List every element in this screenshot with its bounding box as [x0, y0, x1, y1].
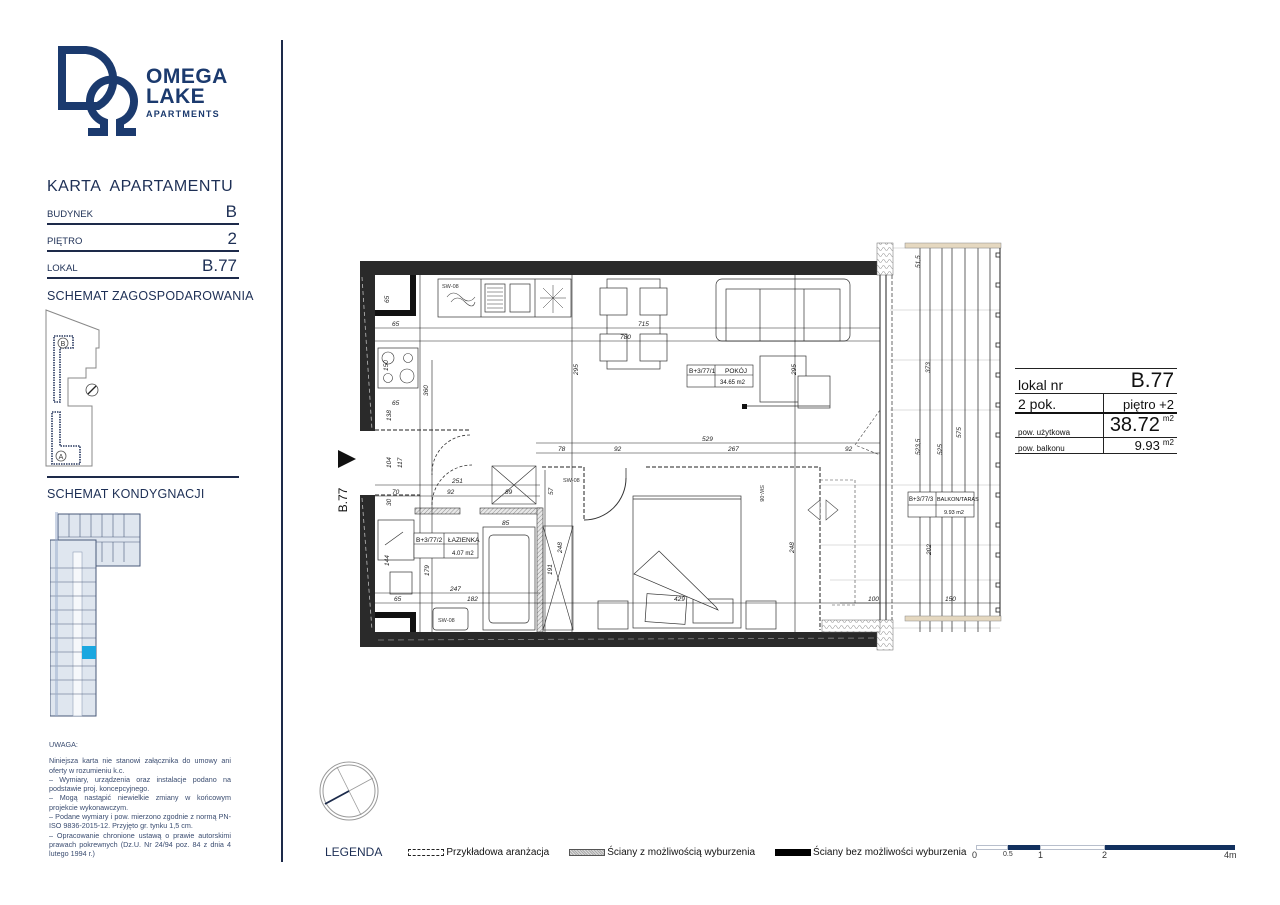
omega-logo-icon: [58, 46, 153, 136]
svg-text:85: 85: [502, 520, 510, 527]
svg-text:529: 529: [702, 436, 713, 443]
floor-label: PIĘTRO: [47, 236, 83, 247]
svg-text:525: 525: [937, 444, 944, 455]
note-line: Niniejsza karta nie stanowi załącznika do umowy ani oferty w rozumieniu k.c.: [49, 756, 231, 775]
svg-text:523,5: 523,5: [915, 438, 922, 455]
svg-text:117: 117: [397, 457, 404, 468]
svg-text:100: 100: [868, 596, 879, 603]
svg-text:SW-08: SW-08: [563, 478, 580, 484]
svg-text:251: 251: [452, 478, 463, 485]
svg-text:65: 65: [392, 400, 400, 407]
compass-icon: [318, 760, 380, 822]
svg-text:B+3/77/2: B+3/77/2: [416, 537, 443, 544]
floor-schema-diagram: [50, 512, 142, 718]
note-line: – Mogą nastąpić niewielkie zmiany w końcowym projekcie wykonawczym.: [49, 793, 231, 812]
scale-tick: 0: [972, 850, 978, 860]
scale-segment: [976, 845, 1008, 850]
room-label-balkon: [908, 492, 979, 517]
scale-tick: 2: [1102, 850, 1108, 860]
brand-line-omega: OMEGA: [146, 65, 228, 88]
svg-text:248: 248: [789, 542, 796, 553]
scale-tick: 0.5: [1003, 851, 1013, 858]
note-line: – Opracowanie chronione ustawą o prawie autorskimi prawach pokrewnych (Dz.U. Nr 24/94 poz. 84 z dnia 4 lutego 1994 r.): [49, 830, 231, 859]
summary-lokal-label: lokal nr: [1015, 369, 1103, 394]
omega-lake-logo: [58, 46, 248, 136]
svg-text:30: 30: [386, 498, 393, 506]
summary-floor: piętro +2: [1103, 394, 1177, 413]
svg-text:144: 144: [384, 555, 391, 566]
balcony-area-value: 9.93: [1134, 437, 1160, 453]
floor-schema-title: SCHEMAT KONDYGNACJI: [47, 487, 205, 501]
svg-text:575: 575: [956, 427, 963, 438]
svg-text:4.07 m2: 4.07 m2: [452, 551, 474, 557]
room-label-pokoj: [687, 365, 753, 387]
summary-balcony-label: pow. balkonu: [1015, 437, 1103, 453]
scale-bar: [972, 845, 1240, 865]
svg-text:267: 267: [728, 446, 739, 453]
svg-text:65: 65: [392, 321, 400, 328]
entrance-arrow-icon: [338, 450, 356, 468]
svg-text:780: 780: [620, 334, 631, 341]
svg-text:373: 373: [925, 362, 932, 373]
svg-text:360: 360: [423, 385, 430, 396]
legend-label: Przykładowa aranżacja: [446, 846, 550, 858]
svg-text:BALKON/TARAS: BALKON/TARAS: [937, 497, 979, 503]
svg-text:295: 295: [791, 364, 798, 375]
scale-segment: [1105, 845, 1235, 850]
svg-text:104: 104: [386, 457, 393, 468]
scale-tick: 4m: [1224, 850, 1237, 860]
svg-text:SW-08: SW-08: [442, 284, 459, 290]
hatched-swatch-icon: [569, 849, 605, 856]
svg-text:89: 89: [505, 489, 513, 496]
svg-text:138: 138: [386, 410, 393, 421]
legend-title: LEGENDA: [325, 845, 383, 859]
info-sidebar: [0, 0, 282, 905]
legend-item-structural-walls: [775, 847, 966, 858]
svg-text:247: 247: [450, 586, 461, 593]
building-value: B: [225, 202, 237, 221]
notes-header: UWAGA:: [49, 740, 78, 749]
svg-text:179: 179: [424, 565, 431, 576]
scale-segment: [1008, 845, 1040, 850]
svg-text:34.65 m2: 34.65 m2: [720, 380, 746, 386]
summary-usable-area: [1103, 413, 1177, 438]
note-line: – Podane wymiary i pow. mierzono zgodnie z normą PN-ISO 9836-2015-12. Przyjęto gr. tynku 1,5 cm.: [49, 812, 231, 831]
svg-text:248: 248: [557, 542, 564, 553]
site-plan-title: SCHEMAT ZAGOSPODAROWANIA: [47, 289, 254, 303]
svg-text:191: 191: [547, 564, 554, 575]
svg-text:202: 202: [926, 544, 933, 555]
svg-text:92: 92: [614, 446, 622, 453]
highlighted-unit: [82, 646, 96, 659]
svg-text:150: 150: [945, 596, 956, 603]
svg-text:65: 65: [394, 596, 402, 603]
svg-text:B: B: [60, 341, 66, 348]
brand-line-lake: LAKE: [146, 85, 206, 108]
summary-usable-label: pow. użytkowa: [1015, 413, 1103, 438]
scale-tick: 1: [1038, 850, 1044, 860]
disclaimer-notes: [49, 740, 231, 859]
svg-text:51,5: 51,5: [915, 255, 922, 268]
legend: [325, 845, 986, 859]
row-building: [47, 199, 239, 225]
svg-text:POKÓJ: POKÓJ: [725, 368, 748, 375]
brand-name: [146, 66, 228, 121]
building-label: BUDYNEK: [47, 209, 93, 220]
solid-swatch-icon: [775, 849, 811, 856]
svg-text:78: 78: [558, 446, 566, 453]
svg-text:65: 65: [384, 295, 391, 303]
svg-text:715: 715: [638, 321, 649, 328]
brand-line-apartments: APARTMENTS: [146, 109, 220, 119]
site-plan-diagram: [44, 306, 104, 471]
floor-plan: [300, 230, 1020, 660]
area-unit: m2: [1162, 437, 1174, 447]
svg-text:295: 295: [573, 364, 580, 375]
svg-text:429: 429: [674, 596, 685, 603]
dashed-swatch-icon: [408, 849, 444, 856]
floor-value: 2: [227, 229, 237, 248]
svg-text:B+3/77/1: B+3/77/1: [689, 368, 716, 375]
unit-plan-label: B.77: [336, 487, 350, 513]
svg-text:150: 150: [383, 360, 390, 371]
legend-label: Ściany z możliwością wyburzenia: [607, 846, 756, 858]
legend-label: Ściany bez możliwości wyburzenia: [813, 846, 967, 858]
summary-rooms: 2 pok.: [1015, 394, 1103, 413]
legend-item-removable-walls: [569, 847, 755, 858]
svg-text:B+3/77/3: B+3/77/3: [909, 497, 934, 503]
svg-text:SW-08: SW-08: [758, 485, 764, 502]
usable-area-value: 38.72: [1109, 413, 1160, 436]
summary-balcony-area: [1103, 437, 1177, 453]
svg-text:92: 92: [845, 446, 853, 453]
sofa: [716, 279, 850, 341]
svg-text:92: 92: [447, 489, 455, 496]
svg-text:SW-08: SW-08: [438, 618, 455, 624]
legend-item-arrangement: [408, 847, 549, 858]
dining-set: [600, 279, 667, 369]
unit-label: LOKAL: [47, 263, 78, 274]
toilet-icon: [390, 572, 412, 594]
unit-summary-table: [1015, 368, 1177, 454]
svg-text:ŁAZIENKA: ŁAZIENKA: [448, 537, 480, 544]
card-title: KARTA APARTAMENTU: [47, 178, 234, 195]
summary-lokal-value: B.77: [1103, 369, 1177, 394]
unit-value: B.77: [202, 256, 237, 275]
sidebar-divider: [281, 40, 283, 862]
svg-text:57: 57: [548, 487, 555, 495]
area-unit: m2: [1162, 413, 1174, 423]
note-line: – Wymiary, urządzenia oraz instalacje podano na podstawie proj. koncepcyjnego.: [49, 774, 231, 794]
svg-text:A: A: [58, 454, 64, 461]
svg-text:182: 182: [467, 596, 478, 603]
scale-segment: [1040, 845, 1105, 850]
room-label-lazienka: [414, 533, 480, 558]
svg-text:70: 70: [392, 489, 400, 496]
bed: [598, 496, 776, 629]
row-floor: [47, 226, 239, 252]
divider: [47, 476, 239, 478]
svg-text:9.93 m2: 9.93 m2: [944, 510, 964, 516]
row-unit: [47, 253, 239, 279]
